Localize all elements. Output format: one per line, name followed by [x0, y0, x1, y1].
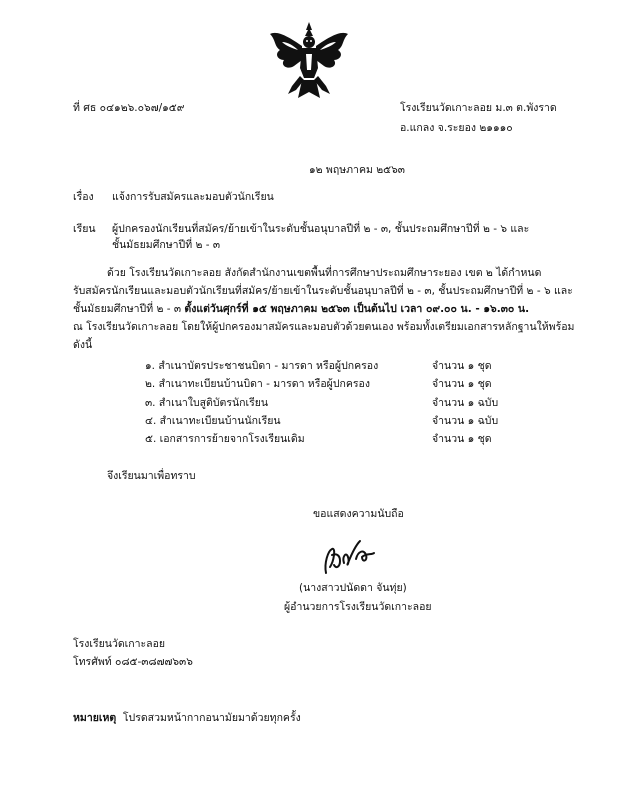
signer-name: (นางสาวปนัดดา จันทุ่ย) [299, 582, 407, 594]
garuda-emblem [266, 20, 352, 102]
recipient-label: เรียน [73, 223, 96, 235]
body-line-1: ด้วย โรงเรียนวัดเกาะลอย สังกัดสำนักงานเขตพื้นที่การศึกษาประถมศึกษาระยอง เขต ๒ ได้กำหนด [107, 267, 542, 279]
body-line-3 [73, 302, 529, 316]
list-item-qty: จำนวน ๑ ชุด [432, 378, 492, 390]
closing-regards: ขอแสดงความนับถือ [313, 508, 404, 520]
note-text: โปรดสวมหน้ากากอนามัยมาด้วยทุกครั้ง [122, 712, 301, 724]
list-item-text: ๑. สำเนาบัตรประชาชนบิดา - มารดา หรือผู้ปกครอง [145, 360, 379, 372]
subject-label: เรื่อง [73, 191, 94, 203]
school-address-line-2: อ.แกลง จ.ระยอง ๒๑๑๑๐ [400, 122, 513, 134]
recipient-line-2: ชั้นมัธยมศึกษาปีที่ ๒ - ๓ [112, 239, 221, 251]
list-item-text: ๓. สำเนาใบสูติบัตรนักเรียน [145, 397, 269, 409]
footer-phone: โทรศัพท์ ๐๘๕-๓๘๗๗๖๓๖ [73, 656, 193, 668]
recipient-line-1: ผู้ปกครองนักเรียนที่สมัคร/ย้ายเข้าในระดับชั้นอนุบาลปีที่ ๒ - ๓, ชั้นประถมศึกษาปีที่ ๒ - ๖ และ [112, 223, 530, 235]
list-item-text: ๔. สำเนาทะเบียนบ้านนักเรียน [145, 415, 281, 427]
closing-inform: จึงเรียนมาเพื่อทราบ [107, 470, 196, 482]
list-item-qty: จำนวน ๑ ฉบับ [432, 397, 499, 409]
body-line-3-start: ชั้นมัธยมศึกษาปีที่ ๒ - ๓ [73, 303, 185, 315]
list-item-qty: จำนวน ๑ ชุด [432, 433, 492, 445]
school-address-line-1: โรงเรียนวัดเกาะลอย ม.๓ ต.พังราด [400, 102, 557, 114]
list-item-text: ๒. สำเนาทะเบียนบ้านบิดา - มารดา หรือผู้ปกครอง [145, 378, 370, 390]
signer-title: ผู้อำนวยการโรงเรียนวัดเกาะลอย [284, 601, 432, 613]
reference-number: ที่ ศธ ๐๔๑๒๖.๐๖๗/๑๕๙ [73, 102, 185, 114]
subject-text: แจ้งการรับสมัครและมอบตัวนักเรียน [112, 191, 274, 203]
body-line-5: ดังนี้ [73, 339, 93, 351]
letter-date: ๑๒ พฤษภาคม ๒๕๖๓ [309, 164, 405, 176]
body-line-2: รับสมัครนักเรียนและมอบตัวนักเรียนที่สมัคร/ย้ายเข้าในระดับชั้นอนุบาลปีที่ ๒ - ๓, ชั้นประถมศึกษาปีที่ ๒ - ๖ และ [73, 285, 573, 297]
note-label: หมายเหตุ [73, 712, 117, 724]
body-line-4: ณ โรงเรียนวัดเกาะลอย โดยให้ผู้ปกครองมาสมัครและมอบตัวด้วยตนเอง พร้อมทั้งเตรียมเอกสารหลักฐานให้พร้อม [73, 321, 575, 333]
list-item-qty: จำนวน ๑ ฉบับ [432, 415, 499, 427]
list-item-qty: จำนวน ๑ ชุด [432, 360, 492, 372]
signature-image [318, 533, 378, 579]
body-line-3-date-time: ตั้งแต่วันศุกร์ที่ ๑๕ พฤษภาคม ๒๕๖๓ เป็นต้นไป เวลา ๐๙.๐๐ น. - ๑๖.๓๐ น. [184, 303, 530, 315]
footer-note [73, 711, 301, 725]
list-item-text: ๕. เอกสารการย้ายจากโรงเรียนเดิม [145, 433, 305, 445]
footer-school: โรงเรียนวัดเกาะลอย [73, 638, 166, 650]
